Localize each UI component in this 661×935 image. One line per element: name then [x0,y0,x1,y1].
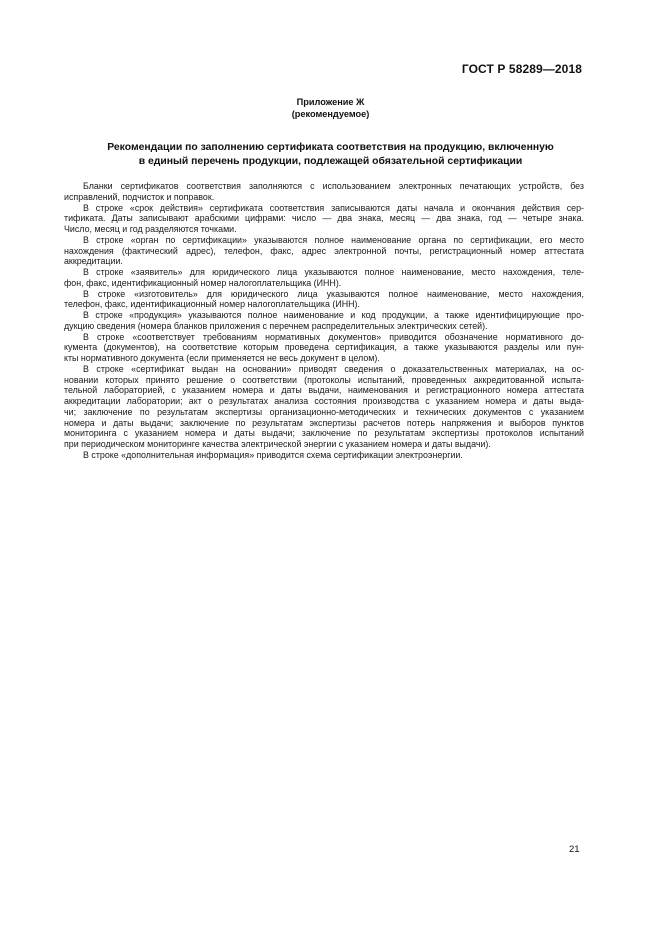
text-line: исправлений, подчисток и поправок. [64,191,215,202]
paragraph [64,203,584,235]
text-line: В строке «сертификат выдан на основании» приводят сведения о доказательственных материалах, на ос- [83,363,584,374]
paragraph [64,332,584,364]
text-line: тификата. Даты записывают арабскими цифрами: число — два знака, месяц — два знака, год — четыре знака. [64,213,584,224]
body-text [64,181,584,461]
text-line: В строке «изготовитель» для юридического лица указываются полное наименование, место нахождения, [83,288,584,299]
text-line: чи; заключение по результатам экспертизы организационно-методических и технических документов с указанием [64,406,584,417]
document-code: ГОСТ Р 58289—2018 [461,62,582,76]
text-line: телефон, факс, идентификационный номер налогоплательщика (ИНН). [64,299,360,310]
paragraph [64,364,584,450]
text-line: при периодическом мониторинге качества электрической энергии с указанием номера и даты выдачи). [64,439,491,449]
text-line: Бланки сертификатов соответствия заполняются с использованием электронных печатающих устройств, без [83,181,584,191]
paragraph [64,450,584,461]
paragraph [64,310,584,332]
page-number: 21 [569,844,580,855]
text-line: В строке «продукция» указываются полное наименование и код продукции, а также идентифицирующие про- [83,310,584,320]
paragraph [64,289,584,311]
text-line: фон, факс, идентификационный номер налогоплательщика (ИНН). [64,277,342,288]
text-line: В строке «орган по сертификации» указываются полное наименование органа по сертификации, его место [83,234,584,245]
annex-title-line: в единый перечень продукции, подлежащей обязательной сертификации [138,155,523,167]
annex-label: Приложение Ж [296,97,365,107]
text-line: В строке «дополнительная информация» приводится схема сертификации электроэнергии. [83,449,463,460]
text-line: В строке «заявитель» для юридического лица указываются полное наименование, место нахождения, теле- [83,267,584,277]
annex-title-line: Рекомендации по заполнению сертификата соответствия на продукцию, включенную [107,142,554,153]
text-line: мониторинга с указанием номера и даты выдачи; заключение по результатам экспертизы протоколов испытаний [64,428,584,439]
text-line: тельной лабораторией, с указанием номера и даты выдачи, наименования и регистрационного номера аттестата [64,385,584,396]
annex-title [0,141,661,168]
text-line: кумента (документов), на соответствие которым проведена сертификация, а также указываются разделы или пун- [64,342,584,353]
text-line: В строке «срок действия» сертификата соответствия записываются даты начала и окончания действия сер- [83,202,584,213]
annex-status: (рекомендуемое) [291,109,370,119]
text-line: кты нормативного документа (если применяется не весь документ в целом). [64,353,380,363]
text-line: дукцию сведения (номера бланков приложения с перечнем распределительных электрических сетей). [64,320,488,331]
text-line: нахождения (фактический адрес), телефон, факс, адрес электронной почты, регистрационный номер аттестата [64,245,584,256]
paragraph [64,235,584,267]
text-line: номера и даты выдачи; заключение по результатам экспертизы расчетов потерь напряжения и выборов пунктов [64,417,584,428]
paragraph [64,181,584,203]
text-line: Число, месяц и год разделяются точками. [64,224,237,234]
text-line: аккредитации лаборатории; акт о результатах анализа состояния производства с указанием номера и даты выда- [64,396,584,406]
text-line: В строке «соответствует требованиям нормативных документов» приводится обозначение нормативного до- [83,331,584,342]
text-line: аккредитации. [64,256,123,267]
text-line: новании которых принято решение о соответствии (протоколы испытаний, проведенных аккредитованной испыта- [64,374,584,385]
paragraph [64,267,584,289]
annex-heading [0,96,661,120]
